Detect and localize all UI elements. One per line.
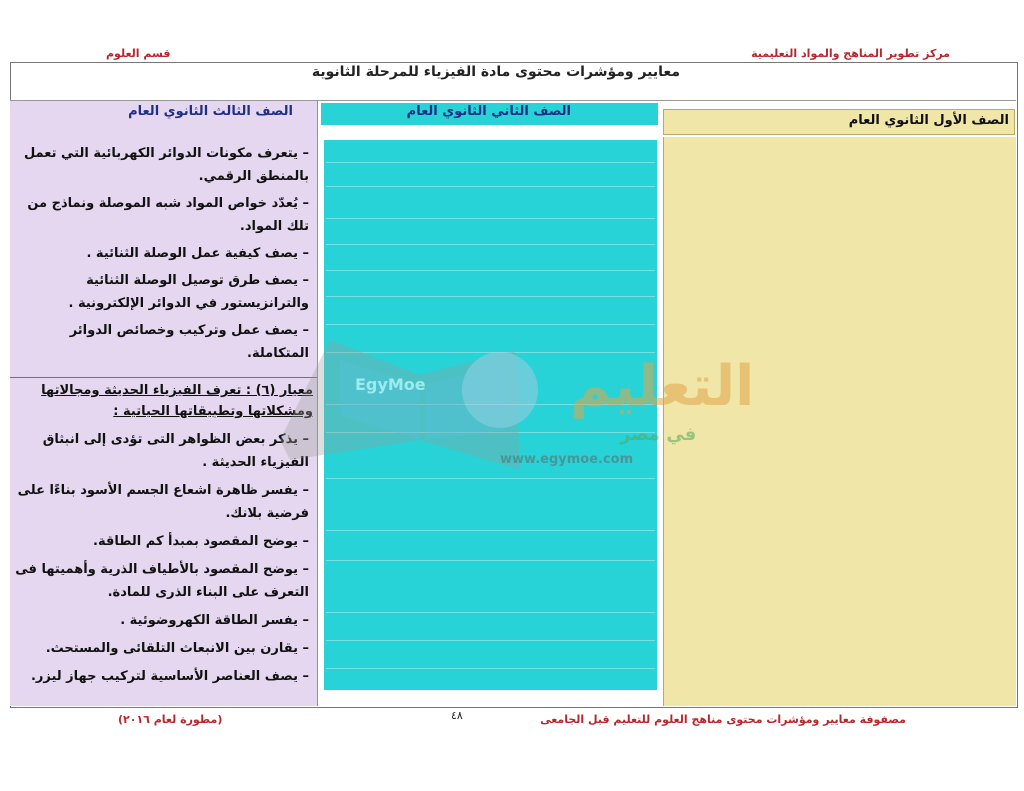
page-title: معايير ومؤشرات محتوى مادة الفيزياء للمرحلة الثانوية <box>311 64 680 80</box>
column-header-first: الصف الأول الثانوي العام <box>848 113 1009 128</box>
row-line <box>326 296 655 297</box>
list-item: – يتعرف مكونات الدوائر الكهربائية التي تعمل بالمنطق الرقمي. <box>23 146 309 184</box>
indicator-list-top <box>14 142 313 365</box>
row-line <box>326 162 655 163</box>
column-header-third: الصف الثالث الثانوي العام <box>128 104 293 119</box>
row-line <box>326 352 655 353</box>
watermark-brand: EgyMoe <box>355 375 426 394</box>
row-line <box>326 668 655 669</box>
row-line <box>326 186 655 187</box>
row-line <box>326 244 655 245</box>
row-line <box>326 478 655 479</box>
row-line <box>326 432 655 433</box>
list-item: – يوضح المقصود بالأطياف الذرية وأهميتها فى التعرف على البناء الذرى للمادة. <box>15 562 309 600</box>
indicator-list-bottom <box>14 428 313 688</box>
row-line <box>326 530 655 531</box>
list-item: – يصف العناصر الأساسية لتركيب جهاز ليزر. <box>30 669 309 684</box>
standard-heading: معيار (٦) : تعرف الفيزياء الحديثة ومجالاتها ومشكلاتها وتطبيقاتها الحياتية : <box>41 383 313 419</box>
list-item: – يقارن بين الانبعاث التلقائى والمستحث. <box>45 641 309 656</box>
row-line <box>326 560 655 561</box>
watermark-url: www.egymoe.com <box>500 452 634 467</box>
section-divider <box>10 377 317 378</box>
row-line <box>326 218 655 219</box>
row-line <box>326 404 655 405</box>
list-item: – يوضح المقصود بمبدأ كم الطاقة. <box>93 534 309 549</box>
column-second-grade <box>324 140 657 690</box>
list-item: – يذكر بعض الظواهر التى تؤدى إلى انبثاق الفيزياء الحديثة . <box>42 432 309 470</box>
row-line <box>326 640 655 641</box>
row-line <box>326 324 655 325</box>
list-item: – يصف كيفية عمل الوصلة الثنائية . <box>86 246 309 261</box>
page-number: ٤٨ <box>451 709 463 722</box>
list-item: – يُعدّد خواص المواد شبه الموصلة ونماذج من تلك المواد. <box>27 196 309 234</box>
list-item: – يفسر ظاهرة اشعاع الجسم الأسود بناءًا على فرضية بلانك. <box>17 483 309 521</box>
watermark-sub-text: في مصر <box>620 424 697 445</box>
footer-year: (مطورة لعام ٢٠١٦) <box>118 713 223 726</box>
footer-title: مصفوفة معايير ومؤشرات محتوى مناهج العلوم للتعليم قبل الجامعى <box>540 713 906 726</box>
watermark-main-text: التعليم <box>570 354 755 419</box>
center-name-label: مركز تطوير المناهج والمواد التعليمية <box>751 47 950 60</box>
list-item: – يصف طرق توصيل الوصلة الثنائية والترانزيستور في الدوائر الإلكترونية . <box>68 273 309 311</box>
column-header-second: الصف الثاني الثانوي العام <box>406 104 571 119</box>
row-line <box>326 270 655 271</box>
department-label: قسم العلوم <box>106 47 171 60</box>
column-first-grade <box>663 137 1016 706</box>
list-item: – يصف عمل وتركيب وخصائص الدوائر المتكاملة. <box>69 323 309 361</box>
list-item: – يفسر الطاقة الكهروضوئية . <box>120 613 309 628</box>
row-line <box>326 612 655 613</box>
